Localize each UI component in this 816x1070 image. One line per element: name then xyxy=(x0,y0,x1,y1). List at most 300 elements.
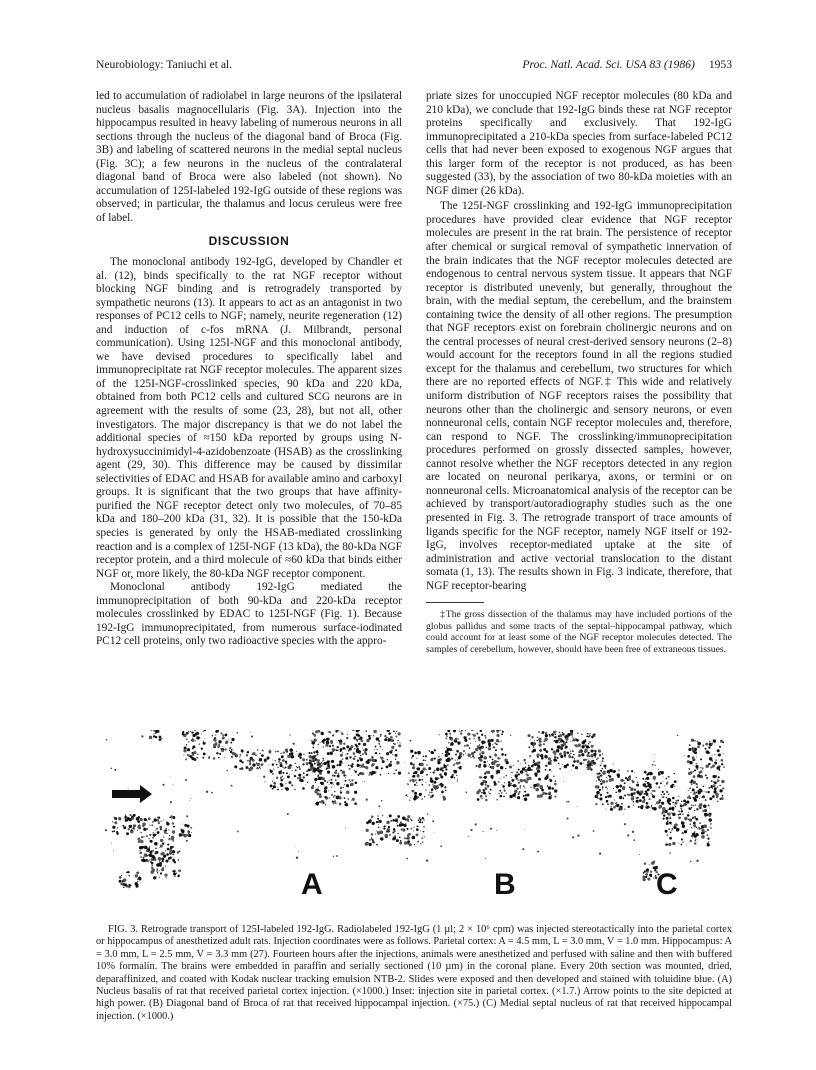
grain xyxy=(284,778,285,779)
grain xyxy=(168,829,169,830)
grain xyxy=(146,855,147,856)
grain xyxy=(430,798,431,799)
paragraph-discussion-2: Monoclonal antibody 192-IgG mediated the immunoprecipitation of both 90-kDa and 220-kDa receptor molecules crosslinked by EDAC to 125I-NGF (Fig. 1). Because 192-IgG immunoprecipitated, from numerous surface-iodinated PC12 cell proteins, only two radioactive species with the appro- xyxy=(96,581,402,648)
grain xyxy=(649,874,652,877)
grain xyxy=(589,747,590,748)
grain xyxy=(280,784,283,787)
grain xyxy=(481,792,483,794)
grain xyxy=(402,829,405,832)
grain xyxy=(697,785,698,786)
grain xyxy=(151,864,153,866)
grain xyxy=(330,732,331,733)
grain xyxy=(701,835,705,839)
grain xyxy=(381,800,383,802)
grain xyxy=(334,771,337,774)
grain xyxy=(613,763,614,764)
grain xyxy=(556,792,557,793)
grain xyxy=(297,777,299,779)
grain xyxy=(721,797,724,800)
grain xyxy=(114,769,116,771)
grain xyxy=(395,759,396,760)
grain xyxy=(494,742,496,744)
grain xyxy=(387,739,388,740)
grain xyxy=(528,769,530,771)
grain xyxy=(553,751,556,754)
grain xyxy=(674,786,675,787)
grain xyxy=(412,779,415,782)
grain xyxy=(509,795,512,798)
grain xyxy=(624,809,625,810)
grain xyxy=(375,766,378,769)
grain xyxy=(493,785,494,786)
grain xyxy=(533,784,536,787)
grain xyxy=(464,745,466,747)
grain xyxy=(275,751,277,753)
grain xyxy=(602,780,606,784)
grain xyxy=(273,782,276,785)
grain xyxy=(299,768,301,770)
grain xyxy=(440,767,441,768)
grain xyxy=(250,732,251,733)
grain xyxy=(182,829,184,831)
grain xyxy=(318,764,321,767)
grain xyxy=(549,769,551,771)
grain xyxy=(331,794,333,796)
grain xyxy=(130,814,132,816)
grain xyxy=(299,756,302,759)
grain xyxy=(326,763,327,764)
grain xyxy=(429,750,431,752)
grain xyxy=(697,828,698,829)
grain xyxy=(689,797,691,799)
grain xyxy=(329,784,330,785)
grain xyxy=(160,844,163,847)
grain xyxy=(602,786,604,788)
grain xyxy=(591,745,594,748)
grain xyxy=(595,785,598,788)
grain xyxy=(455,738,457,740)
grain xyxy=(422,767,425,770)
grain xyxy=(298,766,300,768)
grain xyxy=(369,819,372,822)
grain xyxy=(669,852,671,854)
grain xyxy=(186,840,188,842)
grain xyxy=(555,780,556,781)
grain xyxy=(698,792,701,795)
grain xyxy=(497,757,500,760)
grain xyxy=(346,745,349,748)
grain xyxy=(537,736,539,738)
grain xyxy=(252,763,255,766)
grain xyxy=(549,735,551,737)
grain xyxy=(694,799,697,802)
grain xyxy=(289,774,290,775)
grain xyxy=(287,813,289,815)
grain xyxy=(333,784,334,785)
grain xyxy=(231,756,233,758)
grain xyxy=(693,822,696,825)
grain xyxy=(644,793,646,795)
grain xyxy=(154,842,157,845)
grain xyxy=(165,859,168,862)
grain xyxy=(475,748,478,751)
grain xyxy=(417,796,419,798)
grain xyxy=(384,738,387,741)
grain xyxy=(529,756,530,757)
grain xyxy=(570,751,571,752)
grain xyxy=(537,769,540,772)
grain xyxy=(633,801,635,803)
grain xyxy=(178,859,180,861)
grain xyxy=(696,808,698,810)
grain xyxy=(678,796,679,797)
grain xyxy=(522,767,525,770)
grain xyxy=(432,794,434,796)
grain xyxy=(111,843,112,844)
grain xyxy=(477,798,480,801)
grain xyxy=(586,754,589,757)
grain xyxy=(371,772,372,773)
grain xyxy=(656,801,659,804)
grain xyxy=(227,731,228,732)
grain xyxy=(607,788,608,789)
grain xyxy=(305,784,306,785)
grain xyxy=(329,797,330,798)
grain xyxy=(353,736,356,739)
grain xyxy=(159,877,160,878)
section-heading-discussion: DISCUSSION xyxy=(208,234,290,249)
grain xyxy=(452,774,453,775)
grain xyxy=(614,799,615,800)
grain xyxy=(526,774,527,775)
grain xyxy=(616,785,619,788)
grain xyxy=(490,789,492,791)
grain xyxy=(697,740,699,742)
grain xyxy=(407,783,408,784)
grain xyxy=(316,803,319,806)
grain xyxy=(218,757,219,758)
grain xyxy=(187,748,190,751)
grain xyxy=(525,762,527,764)
grain xyxy=(169,835,170,836)
grain xyxy=(437,761,440,764)
grain xyxy=(426,774,428,776)
grain xyxy=(568,801,570,803)
grain xyxy=(453,764,455,766)
grain xyxy=(723,766,724,767)
grain xyxy=(395,733,396,734)
grain xyxy=(484,735,486,737)
grain xyxy=(652,795,655,798)
grain xyxy=(565,738,568,741)
grain xyxy=(428,794,429,795)
grain xyxy=(270,784,273,787)
grain xyxy=(594,750,596,752)
grain xyxy=(380,736,381,737)
grain xyxy=(355,782,358,785)
grain xyxy=(342,752,343,753)
grain xyxy=(372,822,375,825)
grain xyxy=(487,785,490,788)
grain xyxy=(518,769,520,771)
grain xyxy=(582,741,585,744)
grain xyxy=(447,748,450,751)
grain xyxy=(326,781,328,783)
grain xyxy=(486,747,487,748)
grain xyxy=(501,792,503,794)
grain xyxy=(519,791,521,793)
grain xyxy=(589,756,590,757)
grain xyxy=(514,790,517,793)
grain xyxy=(526,777,529,780)
grain xyxy=(593,733,595,735)
grain xyxy=(707,843,710,846)
grain xyxy=(508,784,511,787)
grain xyxy=(361,764,364,767)
grain xyxy=(653,761,654,762)
grain xyxy=(545,734,548,737)
grain xyxy=(422,784,424,786)
grain xyxy=(321,732,324,735)
grain xyxy=(220,748,221,749)
grain xyxy=(605,768,606,769)
grain xyxy=(460,752,463,755)
grain xyxy=(639,799,642,802)
grain xyxy=(569,754,570,755)
grain xyxy=(388,732,390,734)
grain xyxy=(636,800,639,803)
grain xyxy=(393,743,394,744)
grain xyxy=(416,785,417,786)
grain xyxy=(350,781,351,782)
grain xyxy=(483,764,485,766)
grain xyxy=(503,777,504,778)
grain xyxy=(694,769,696,771)
grain xyxy=(391,746,394,749)
grain xyxy=(378,740,380,742)
grain xyxy=(672,813,675,816)
grain xyxy=(562,732,563,733)
grain xyxy=(392,819,394,821)
grain xyxy=(715,759,717,761)
grain xyxy=(572,737,573,738)
grain xyxy=(506,775,507,776)
grain xyxy=(597,775,601,779)
grain xyxy=(647,878,650,881)
grain xyxy=(436,767,440,771)
grain xyxy=(531,787,532,788)
grain xyxy=(241,768,243,770)
grain xyxy=(246,754,248,756)
grain xyxy=(141,816,142,817)
grain xyxy=(667,809,668,810)
grain xyxy=(316,762,317,763)
grain xyxy=(557,757,559,759)
grain xyxy=(148,850,149,851)
grain xyxy=(538,740,539,741)
grain xyxy=(666,817,669,820)
grain xyxy=(127,828,129,830)
grain xyxy=(407,815,410,818)
grain xyxy=(681,821,683,823)
grain xyxy=(433,772,435,774)
grain xyxy=(336,764,338,766)
grain xyxy=(478,765,481,768)
grain xyxy=(161,868,164,871)
grain xyxy=(672,797,675,800)
grain xyxy=(235,754,238,757)
grain xyxy=(264,781,265,782)
grain xyxy=(345,754,346,755)
grain xyxy=(571,734,572,735)
grain xyxy=(477,745,480,748)
grain xyxy=(330,740,333,743)
grain xyxy=(618,769,620,771)
grain xyxy=(122,825,124,827)
grain xyxy=(479,744,480,745)
grain xyxy=(434,832,435,833)
grain xyxy=(321,782,324,785)
grain xyxy=(411,757,413,759)
grain xyxy=(706,834,708,836)
grain xyxy=(339,803,342,806)
grain xyxy=(423,831,425,833)
grain xyxy=(159,736,162,739)
grain xyxy=(373,730,377,733)
grain xyxy=(418,779,420,781)
right-column xyxy=(426,90,732,656)
grain xyxy=(473,734,476,737)
grain xyxy=(315,758,318,761)
grain xyxy=(385,828,386,829)
grain xyxy=(344,804,346,806)
grain xyxy=(213,757,216,760)
grain xyxy=(572,740,573,741)
grain xyxy=(605,786,607,788)
grain xyxy=(204,730,206,731)
grain xyxy=(422,841,424,843)
grain xyxy=(701,828,703,830)
grain xyxy=(442,791,444,793)
grain xyxy=(323,746,324,747)
grain xyxy=(277,789,279,791)
grain xyxy=(224,757,225,758)
grain xyxy=(372,771,375,774)
grain xyxy=(149,846,150,847)
grain xyxy=(475,823,477,825)
grain xyxy=(708,763,710,765)
grain xyxy=(331,779,333,781)
grain xyxy=(578,754,581,757)
grain xyxy=(114,821,117,824)
grain xyxy=(531,750,533,752)
grain xyxy=(396,731,397,732)
grain xyxy=(420,830,421,831)
grain xyxy=(696,827,697,828)
grain xyxy=(211,792,213,794)
grain xyxy=(722,795,724,797)
grain xyxy=(640,790,643,793)
grain xyxy=(255,754,257,756)
grain xyxy=(490,775,493,778)
grain xyxy=(446,736,447,737)
grain xyxy=(149,825,150,826)
grain xyxy=(533,762,534,763)
grain xyxy=(354,748,355,749)
grain xyxy=(138,884,139,885)
grain xyxy=(606,780,608,782)
grain xyxy=(599,754,602,757)
grain xyxy=(159,738,161,740)
grain xyxy=(642,796,645,799)
grain xyxy=(140,850,141,851)
grain xyxy=(366,731,367,732)
grain xyxy=(559,732,561,734)
grain xyxy=(155,834,157,836)
grain xyxy=(686,801,689,804)
grain xyxy=(481,734,483,736)
grain xyxy=(421,798,423,800)
grain xyxy=(386,730,389,732)
grain xyxy=(349,756,351,758)
grain xyxy=(283,751,285,753)
grain xyxy=(368,774,369,775)
grain xyxy=(654,765,655,766)
grain xyxy=(282,760,283,761)
grain xyxy=(382,760,385,763)
grain xyxy=(499,764,500,765)
grain xyxy=(572,836,574,838)
grain xyxy=(378,824,379,825)
grain xyxy=(666,778,668,780)
grain xyxy=(602,753,603,754)
grain xyxy=(125,875,126,876)
grain xyxy=(485,784,487,786)
grain xyxy=(398,744,401,747)
grain xyxy=(711,743,713,745)
grain xyxy=(298,755,300,757)
grain xyxy=(696,786,698,788)
grain xyxy=(632,831,634,833)
grain xyxy=(694,810,695,811)
grain xyxy=(500,795,503,798)
grain xyxy=(619,786,621,788)
grain xyxy=(308,752,310,754)
grain xyxy=(531,736,533,738)
grain xyxy=(380,839,381,840)
grain xyxy=(390,732,391,733)
grain xyxy=(414,844,415,845)
grain xyxy=(374,749,375,750)
grain xyxy=(434,781,437,784)
grain xyxy=(172,830,175,833)
grain xyxy=(455,753,457,755)
panel-label-c: C xyxy=(656,868,678,901)
grain xyxy=(591,749,594,752)
grain xyxy=(443,797,446,800)
grain xyxy=(600,783,602,785)
grain xyxy=(295,769,297,771)
grain xyxy=(158,857,162,861)
grain xyxy=(380,774,382,776)
grain xyxy=(406,858,408,860)
grain xyxy=(332,774,334,776)
grain xyxy=(502,731,504,733)
grain xyxy=(624,795,626,797)
grain xyxy=(436,791,437,792)
grain xyxy=(481,798,483,800)
grain xyxy=(375,746,377,748)
